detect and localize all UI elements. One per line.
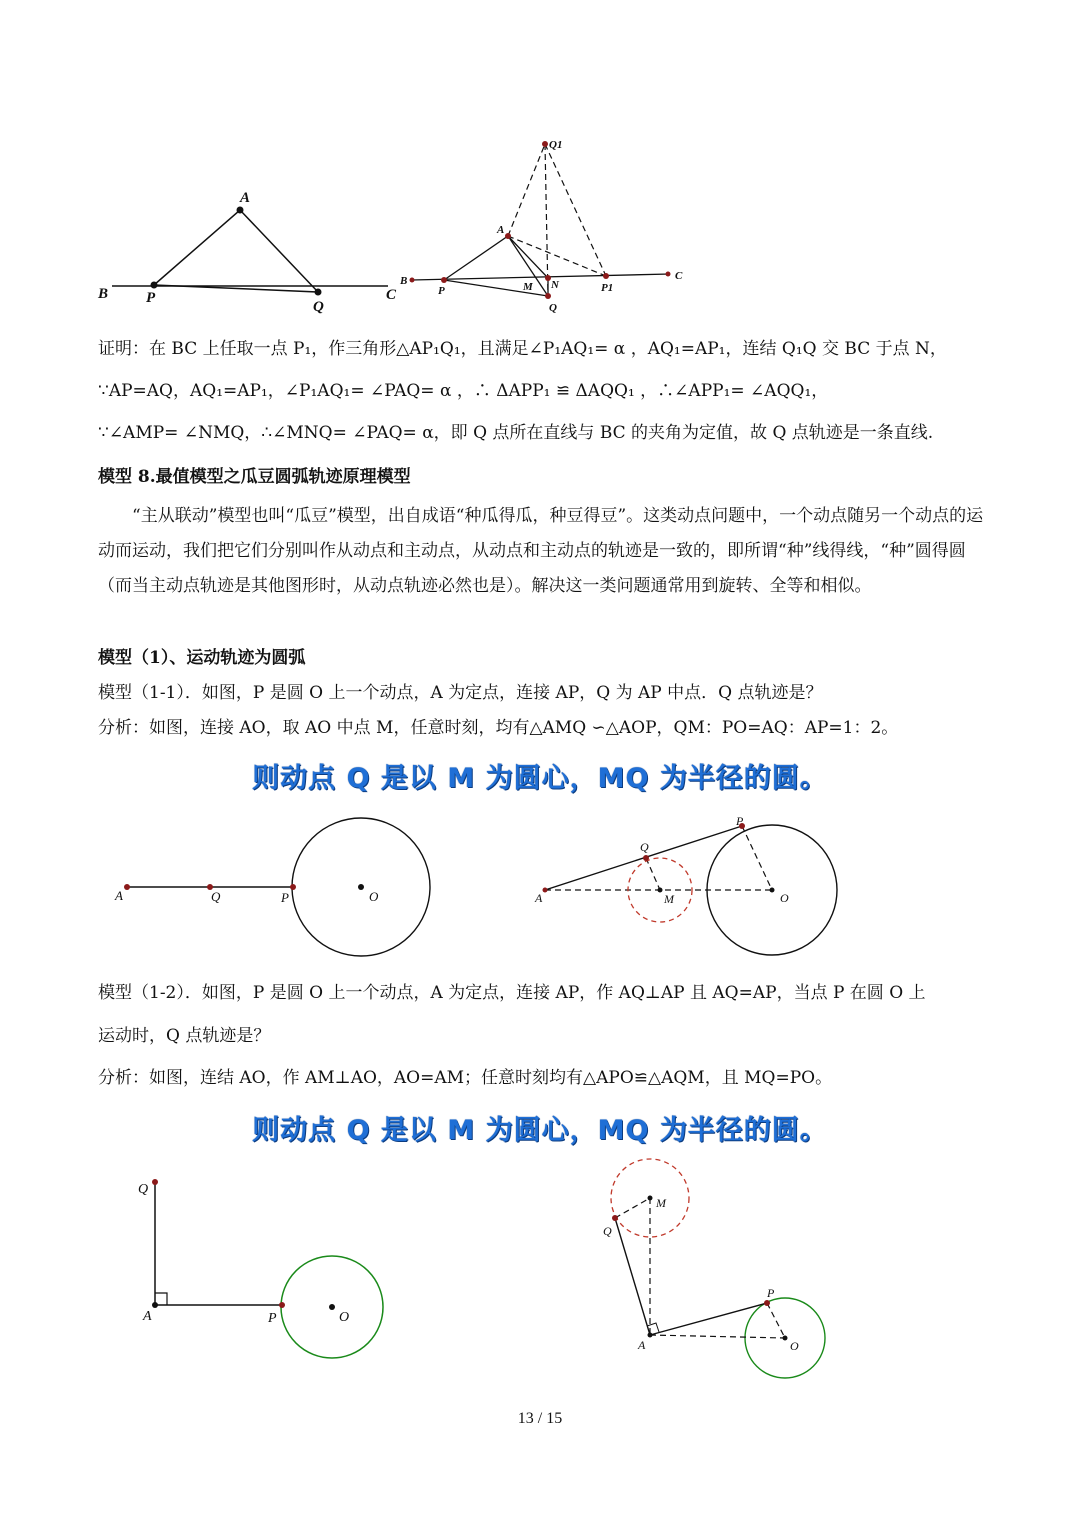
label-p: P (146, 290, 156, 306)
figure-rotated-locus (590, 1150, 840, 1380)
proof-line-2: ∵AP=AQ，AQ₁=AP₁，∠P₁AQ₁= ∠PAQ= α ，∴ ΔAPP₁ ≌ ΔAQQ₁ ，∴∠APP₁= ∠AQQ₁， (98, 381, 829, 401)
label-a: A (115, 888, 123, 903)
label-p: P (736, 814, 744, 828)
model-1-1-analysis: 分析：如图，连接 AO，取 AO 中点 M，任意时刻，均有△AMQ ∽△AOP，QM：PO=AQ：AP=1：2。 (98, 718, 899, 738)
banner-conclusion-1: 则动点 Q 是以 M 为圆心，MQ 为半径的圆。 (252, 763, 828, 794)
label-q: Q (313, 299, 324, 315)
label-a: A (240, 190, 251, 206)
model-1-2-analysis: 分析：如图，连结 AO，作 AM⊥AO，AO=AM；任意时刻均有△APO≌△AQM，且 MQ=PO。 (98, 1068, 833, 1088)
label-q: Q (211, 889, 221, 904)
label-p1: P1 (601, 282, 614, 294)
model-1-2-question-line-2: 运动时，Q 点轨迹是？ (98, 1026, 271, 1046)
label-a: A (497, 224, 505, 236)
banner-conclusion-2: 则动点 Q 是以 M 为圆心，MQ 为半径的圆。 (252, 1115, 828, 1146)
label-q: Q (603, 1224, 612, 1238)
label-c: C (675, 270, 683, 282)
figure-midpoint-circle (110, 812, 440, 962)
proof-line-1: 证明：在 BC 上任取一点 P₁，作三角形△AP₁Q₁，且满足∠P₁AQ₁= α ，AQ₁=AP₁，连结 Q₁Q 交 BC 于点 N， (98, 339, 947, 359)
label-o: O (780, 891, 789, 905)
model8-paragraph: “主从联动”模型也叫“瓜豆”模型，出自成语“种瓜得瓜，种豆得豆”。这类动点问题中，一个动点随另一个动点的运动而运动，我们把它们分别叫作从动点和主动点，从动点和主动点的轨迹是一致的，即所谓“种”线得线，“种”圆得圆（而当主动点轨迹是其他图形时，从动点轨迹必然也是）。解决这一类问题通常用到旋转、全等和相似。 (98, 506, 984, 596)
figure-triangle-bc (90, 185, 410, 320)
label-a: A (535, 891, 543, 905)
label-p: P (281, 890, 289, 905)
model1-heading: 模型（1）、运动轨迹为圆弧 (98, 648, 306, 668)
label-p: P (767, 1286, 775, 1300)
label-a: A (143, 1309, 152, 1324)
label-o: O (339, 1310, 350, 1325)
label-p: P (438, 285, 445, 297)
label-q1: Q1 (549, 139, 563, 151)
figure-midpoint-locus (530, 812, 850, 962)
page-number: 13 / 15 (517, 1410, 563, 1427)
label-n: N (551, 279, 559, 291)
label-b: B (98, 286, 109, 302)
label-q: Q (640, 840, 649, 854)
label-q: Q (549, 302, 557, 314)
label-a: A (638, 1338, 646, 1352)
model8-heading: 模型 8.最值模型之瓜豆圆弧轨迹原理模型 (98, 467, 411, 487)
label-m: M (664, 892, 674, 906)
model-1-1-question: 模型（1-1）．如图，P 是圆 O 上一个动点，A 为定点，连接 AP，Q 为 AP 中点．Q 点轨迹是？ (98, 683, 823, 703)
label-p: P (268, 1311, 277, 1326)
figure-rotated-triangle (395, 132, 695, 317)
proof-line-3: ∵∠AMP= ∠NMQ，∴∠MNQ= ∠PAQ= α，即 Q 点所在直线与 BC 的夹角为定值，故 Q 点轨迹是一条直线. (98, 423, 934, 443)
label-q: Q (138, 1182, 149, 1197)
figure-perpendicular-circle (130, 1170, 400, 1370)
label-c: C (386, 287, 397, 303)
model-1-2-question-line-1: 模型（1-2）．如图，P 是圆 O 上一个动点，A 为定点，连接 AP，作 AQ⊥AP 且 AQ=AP，当点 P 在圆 O 上 (98, 983, 926, 1003)
label-m: M (523, 281, 533, 293)
label-b: B (400, 275, 408, 287)
label-o: O (369, 889, 379, 904)
label-o: O (790, 1339, 799, 1353)
label-m: M (656, 1196, 666, 1210)
